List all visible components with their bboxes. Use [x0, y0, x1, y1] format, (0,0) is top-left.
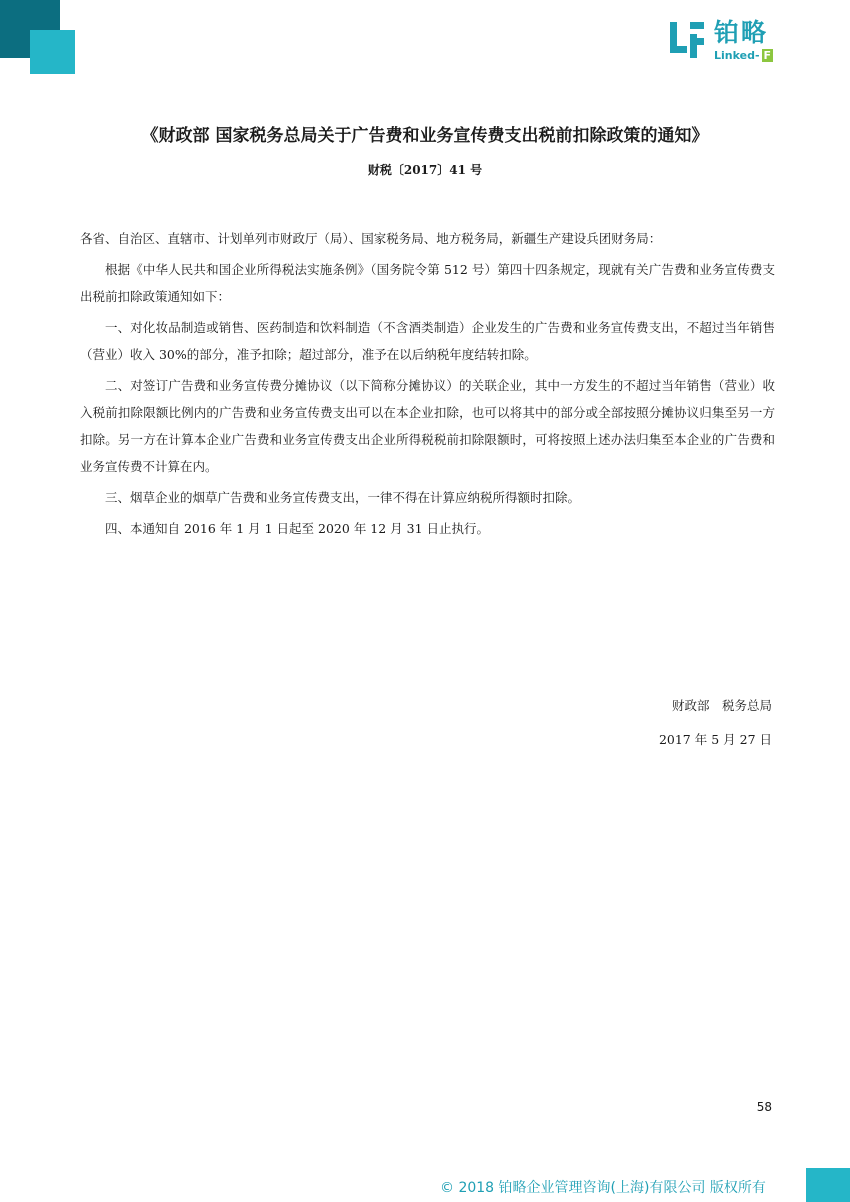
- body-paragraph: 一、对化妆品制造或销售、医药制造和饮料制造（不含酒类制造）企业发生的广告费和业务宣传费支出，不超过当年销售（营业）收入 30%的部分，准予扣除；超过部分，准予在以后纳税年度结转扣除。: [80, 320, 775, 362]
- body-paragraph: 四、本通知自 2016 年 1 月 1 日起至 2020 年 12 月 31 日止执行。: [105, 521, 490, 536]
- document-body: [80, 225, 775, 546]
- company-logo: [668, 18, 798, 64]
- body-paragraph: 三、烟草企业的烟草广告费和业务宣传费支出，一律不得在计算应纳税所得额时扣除。: [105, 490, 581, 505]
- logo-name-cn: 铂略: [714, 18, 769, 47]
- document-title: 《财政部 国家税务总局关于广告费和业务宣传费支出税前扣除政策的通知》: [141, 126, 709, 146]
- sign-date: 2017 年 5 月 27 日: [658, 732, 772, 747]
- document-number: 财税〔2017〕41 号: [367, 163, 483, 177]
- addressee-paragraph: 各省、自治区、直辖市、计划单列市财政厅（局）、国家税务局、地方税务局，新疆生产建设兵团财务局：: [80, 231, 662, 246]
- footer-copyright: © 2018 铂略企业管理咨询(上海)有限公司 版权所有: [440, 1180, 766, 1196]
- logo-name-en: Linked- F: [714, 49, 772, 62]
- footer-decoration: [806, 1168, 850, 1202]
- signer: 财政部 税务总局: [671, 698, 772, 713]
- page-number: 58: [756, 1100, 772, 1114]
- body-paragraph: 根据《中华人民共和国企业所得税法实施条例》（国务院令第 512 号）第四十四条规定，现就有关广告费和业务宣传费支出税前扣除政策通知如下：: [80, 262, 775, 304]
- corner-decoration-light: [30, 30, 75, 74]
- logo-mark-icon: [668, 20, 706, 60]
- body-paragraph: 二、对签订广告费和业务宣传费分摊协议（以下简称分摊协议）的关联企业，其中一方发生的不超过当年销售（营业）收入税前扣除限额比例内的广告费和业务宣传费支出可以在本企业扣除，也可以将其中的部分或全部按照分摊协议归集至另一方扣除。另一方在计算本企业广告费和业务宣传费支出企业所得税税前扣除限额时，可将按照上述办法归集至本企业的广告费和业务宣传费不计算在内。: [80, 378, 775, 474]
